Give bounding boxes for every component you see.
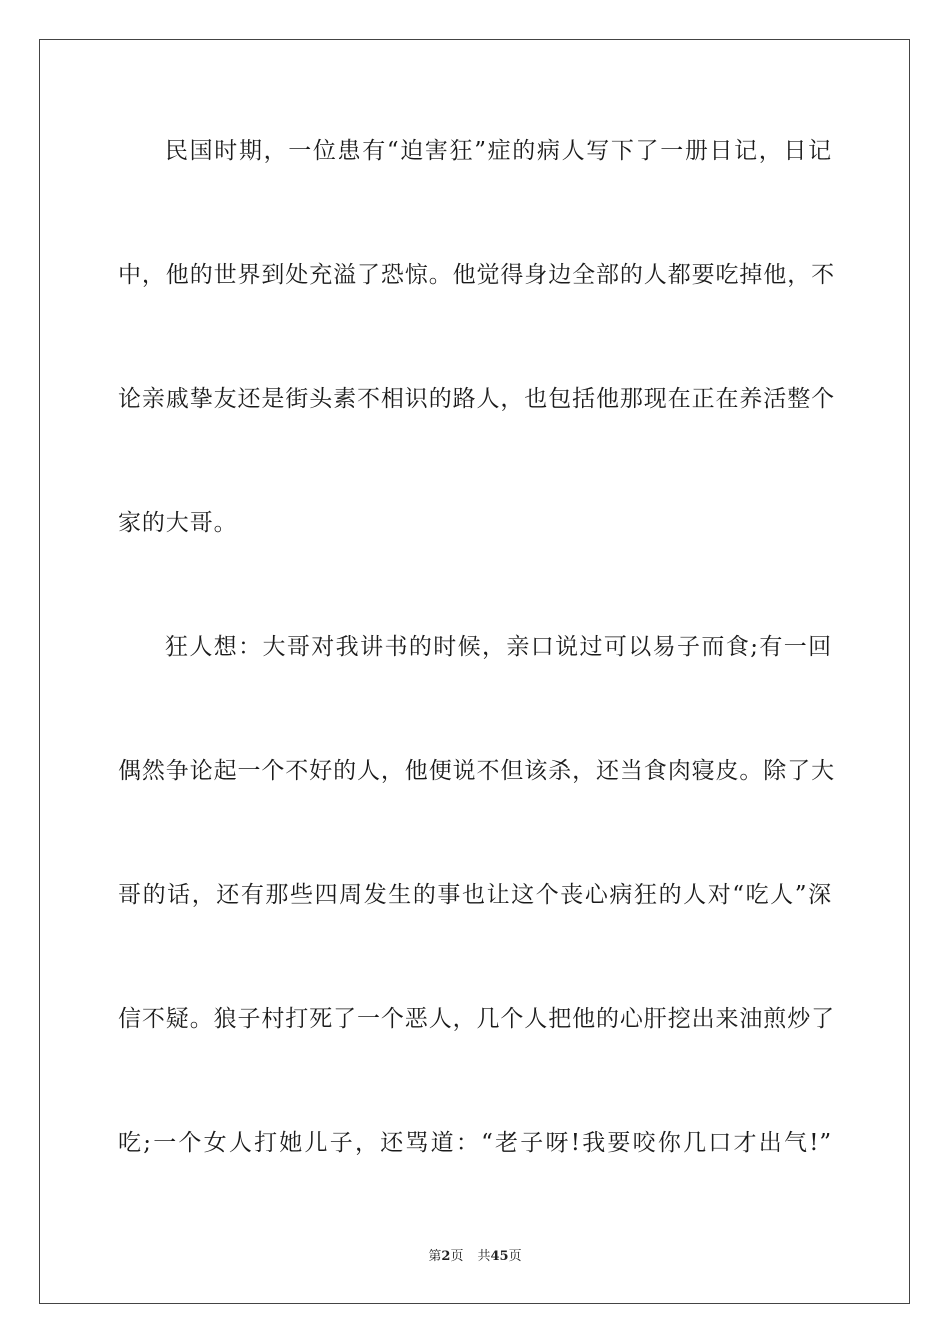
paragraph-2-line-1: 狂人想：大哥对我讲书的时候，亲口说过可以易子而食;有一回 <box>165 634 832 660</box>
page-suffix: 页 <box>450 1249 464 1264</box>
paragraph-2-line-2: 偶然争论起一个不好的人，他便说不但该杀，还当食肉寝皮。除了大 <box>118 758 835 784</box>
total-pages: 45 <box>490 1249 509 1264</box>
page-footer <box>0 1248 950 1266</box>
page-prefix: 第 <box>428 1249 442 1264</box>
total-prefix: 共 <box>477 1249 491 1264</box>
total-suffix: 页 <box>508 1249 522 1264</box>
paragraph-2-line-4: 信不疑。狼子村打死了一个恶人，几个人把他的心肝挖出来油煎炒了 <box>118 1006 835 1032</box>
page-border <box>39 39 910 1304</box>
page-number: 2 <box>441 1249 451 1264</box>
paragraph-1-line-3: 论亲戚挚友还是街头素不相识的路人，也包括他那现在正在养活整个 <box>118 386 835 412</box>
paragraph-1-line-4: 家的大哥。 <box>118 510 238 536</box>
paragraph-1-line-1: 民国时期，一位患有“迫害狂”症的病人写下了一册日记，日记 <box>165 138 832 164</box>
paragraph-2-line-3: 哥的话，还有那些四周发生的事也让这个丧心病狂的人对“吃人”深 <box>118 882 832 908</box>
paragraph-1-line-2: 中，他的世界到处充溢了恐惊。他觉得身边全部的人都要吃掉他，不 <box>118 262 835 288</box>
paragraph-2-line-5: 吃;一个女人打她儿子，还骂道：“老子呀!我要咬你几口才出气!” <box>118 1130 832 1156</box>
